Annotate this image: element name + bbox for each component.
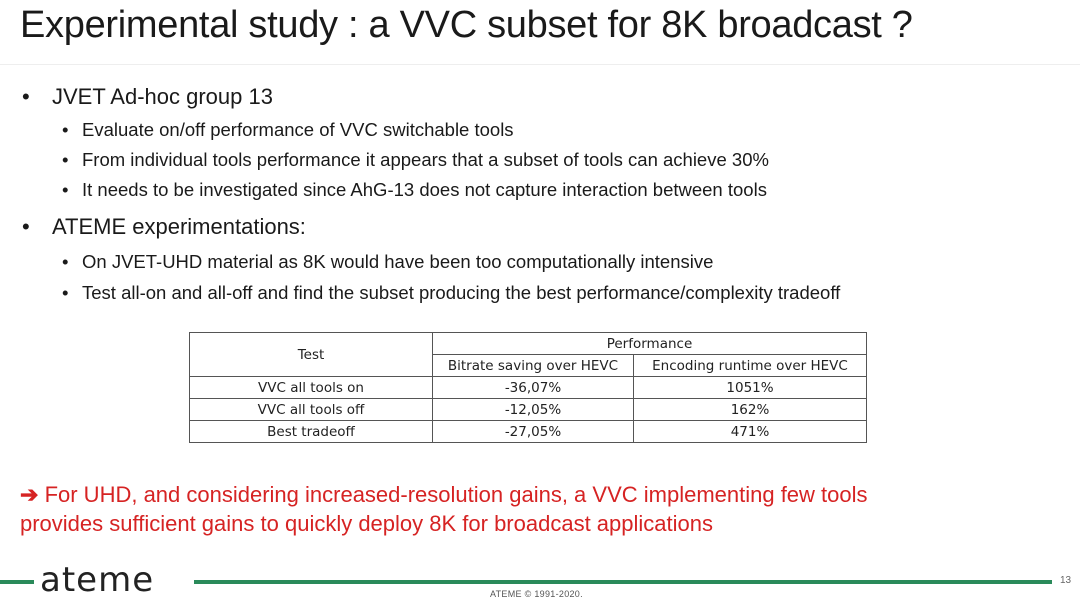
bullet-dot: • [22,214,30,239]
performance-table [189,332,867,443]
bullet-dot: • [62,149,69,170]
bullet-2 [22,214,306,240]
cell-test: Best tradeoff [190,421,433,443]
table-row [190,399,867,421]
cell-test: VVC all tools off [190,399,433,421]
sub-bullet-text: It needs to be investigated since AhG-13 does not capture interaction between tools [82,179,767,200]
cell-runtime: 1051% [634,377,867,399]
footer-line-left [0,580,34,584]
conclusion-line-2: provides sufficient gains to quickly deploy 8K for broadcast applications [20,511,713,536]
ateme-logo [36,560,158,600]
cell-runtime: 162% [634,399,867,421]
sub-bullet [62,149,769,171]
bullet-dot: • [62,179,69,200]
cell-runtime: 471% [634,421,867,443]
sub-bullet-text: Evaluate on/off performance of VVC switchable tools [82,119,514,140]
sub-bullet-text: Test all-on and all-off and find the subset producing the best performance/complexity tradeoff [82,282,841,303]
cell-bitrate: -36,07% [433,377,634,399]
arrow-icon: ➔ [20,482,39,507]
header-performance: Performance [433,333,867,355]
bullet-2-text: ATEME experimentations: [52,214,306,239]
bullet-1-text: JVET Ad-hoc group 13 [52,84,273,109]
logo-text: ateme [40,560,155,600]
bullet-dot: • [62,119,69,140]
header-runtime: Encoding runtime over HEVC [634,355,867,377]
sub-bullet [62,179,767,201]
table-row [190,377,867,399]
header-test: Test [190,333,433,377]
header-bitrate: Bitrate saving over HEVC [433,355,634,377]
bullet-dot: • [62,282,69,303]
conclusion-line-1: For UHD, and considering increased-resolution gains, a VVC implementing few tools [44,482,868,507]
bullet-1 [22,84,273,110]
footer-line-right [194,580,1052,584]
sub-bullet-text: From individual tools performance it appears that a subset of tools can achieve 30% [82,149,769,170]
title-divider [0,64,1080,65]
page-number: 13 [1060,575,1072,586]
cell-bitrate: -12,05% [433,399,634,421]
cell-test: VVC all tools on [190,377,433,399]
sub-bullet [62,251,713,273]
table-row [190,421,867,443]
copyright: ATEME © 1991-2020. [490,589,583,599]
sub-bullet-text: On JVET-UHD material as 8K would have been too computationally intensive [82,251,714,272]
sub-bullet [62,282,840,304]
cell-bitrate: -27,05% [433,421,634,443]
sub-bullet [62,119,514,141]
slide-title: Experimental study : a VVC subset for 8K broadcast ? [20,4,913,46]
conclusion [20,480,868,538]
bullet-dot: • [62,251,69,272]
bullet-dot: • [22,84,30,109]
